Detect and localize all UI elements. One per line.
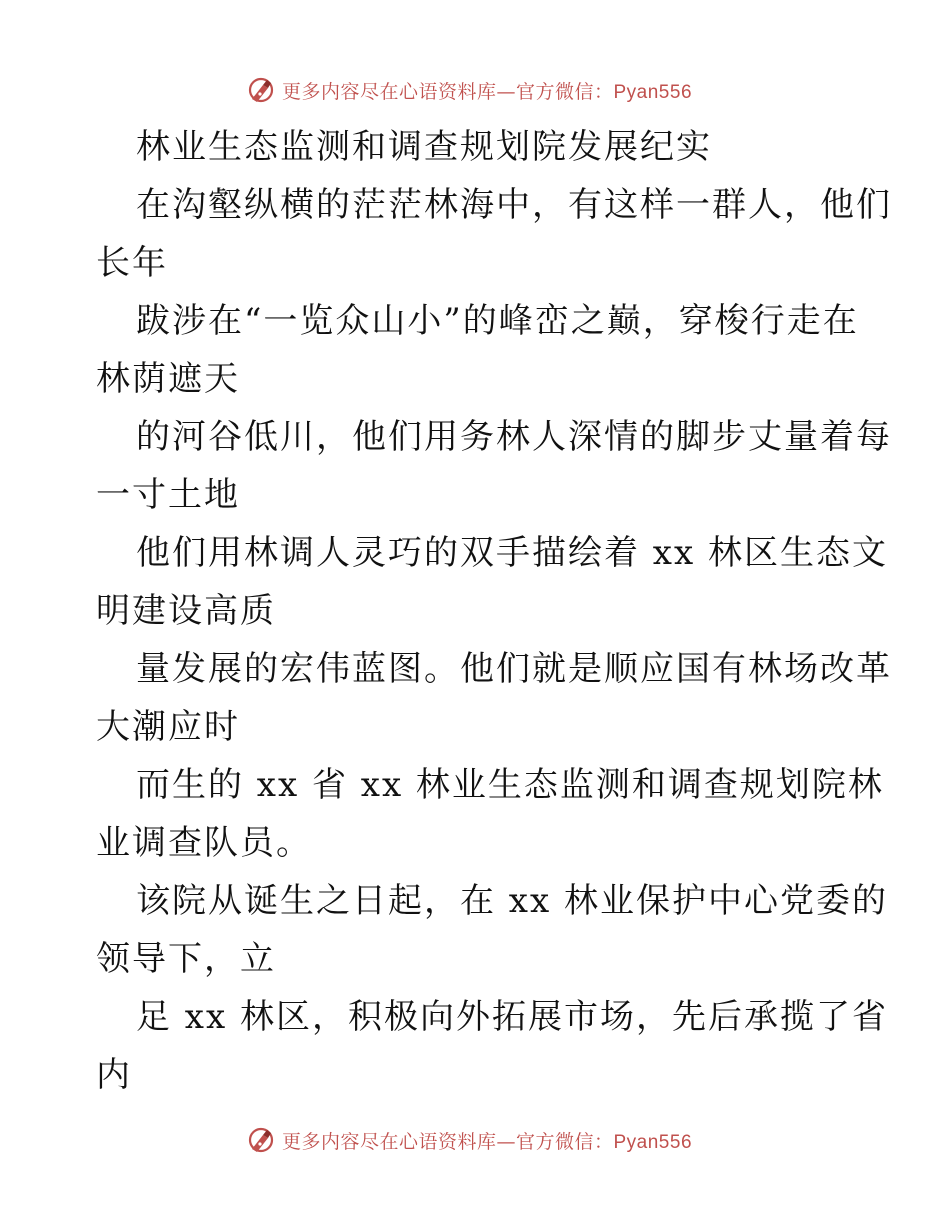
paragraph-line: 长年 <box>96 243 168 283</box>
paragraph-line: 大潮应时 <box>96 707 240 747</box>
paragraph-line: 他们用林调人灵巧的双手描绘着 xx 林区生态文 <box>136 533 888 573</box>
pen-nib-circle-icon <box>246 1125 276 1155</box>
watermark-text: 更多内容尽在心语资料库—官方微信：Pyan556 <box>281 80 693 103</box>
paragraph-line: 足 xx 林区，积极向外拓展市场，先后承揽了省 <box>136 997 888 1037</box>
paragraph-line: 内 <box>96 1055 132 1095</box>
pen-nib-circle-icon <box>246 75 276 105</box>
paragraph-line: 业调查队员。 <box>96 823 312 863</box>
paragraph-line: 跋涉在“一览众山小”的峰峦之巅，穿梭行走在 <box>136 301 859 341</box>
paragraph-line: 明建设高质 <box>96 591 276 631</box>
watermark-wechat-id: Pyan556 <box>613 1131 693 1153</box>
paragraph-line: 而生的 xx 省 xx 林业生态监测和调查规划院林 <box>136 765 884 805</box>
document-title: 林业生态监测和调查规划院发展纪实 <box>136 127 712 167</box>
paragraph-line: 的河谷低川，他们用务林人深情的脚步丈量着每 <box>136 417 892 457</box>
watermark-wechat-id: Pyan556 <box>613 81 693 103</box>
paragraph-line: 该院从诞生之日起，在 xx 林业保护中心党委的 <box>136 881 888 921</box>
watermark-text: 更多内容尽在心语资料库—官方微信：Pyan556 <box>281 1130 693 1153</box>
document-body <box>96 118 892 1104</box>
paragraph-line: 一寸土地 <box>96 475 240 515</box>
header-watermark <box>0 72 950 108</box>
footer-watermark <box>0 1122 950 1158</box>
paragraph-line: 在沟壑纵横的茫茫林海中，有这样一群人，他们 <box>136 185 892 225</box>
paragraph-line: 量发展的宏伟蓝图。他们就是顺应国有林场改革 <box>136 649 892 689</box>
paragraph-line: 林荫遮天 <box>96 359 240 399</box>
paragraph-line: 领导下，立 <box>96 939 276 979</box>
